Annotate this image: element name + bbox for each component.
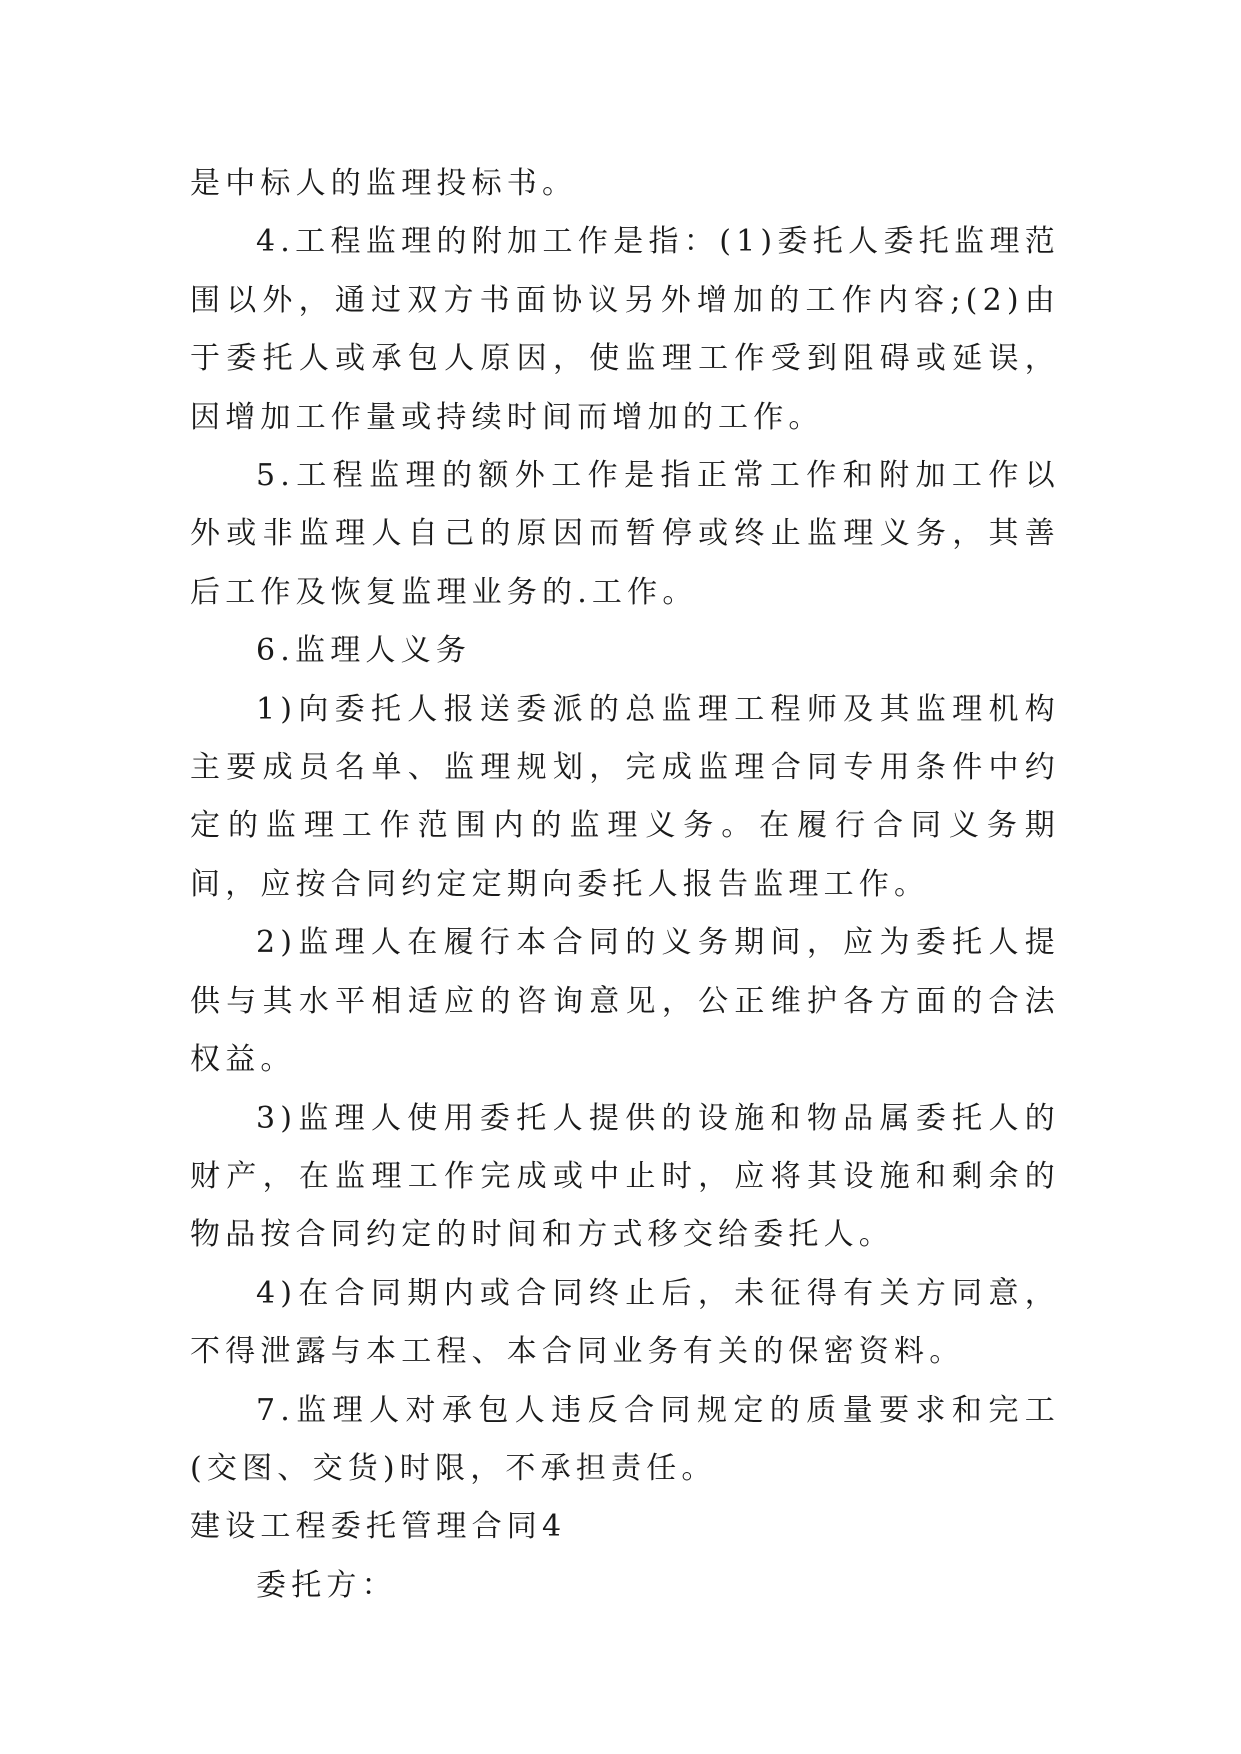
paragraph-6: 2)监理人在履行本合同的义务期间，应为委托人提供与其水平相适应的咨询意见，公正维护各方面的合法权益。 (190, 925, 1060, 1078)
paragraph-10: 委托方： (256, 1567, 397, 1603)
paragraph-3: 5.工程监理的额外工作是指正常工作和附加工作以外或非监理人自己的原因而暂停或终止监理义务，其善后工作及恢复监理业务的.工作。 (190, 458, 1060, 610)
document-page (190, 155, 1060, 1615)
paragraph-4: 6.监理人义务 (256, 633, 472, 669)
section-heading: 建设工程委托管理合同4 (190, 1509, 567, 1545)
paragraph-1: 是中标人的监理投标书。 (190, 166, 578, 201)
paragraph-7: 3)监理人使用委托人提供的设施和物品属委托人的财产，在监理工作完成或中止时，应将其设施和剩余的物品按合同约定的时间和方式移交给委托人。 (190, 1100, 1060, 1253)
paragraph-9: 7.监理人对承包人违反合同规定的质量要求和完工(交图、交货)时限，不承担责任。 (190, 1392, 1060, 1486)
paragraph-2: 4.工程监理的附加工作是指：(1)委托人委托监理范围以外，通过双方书面协议另外增加的工作内容;(2)由于委托人或承包人原因，使监理工作受到阻碍或延误，因增加工作量或持续时间而增加的工作。 (190, 224, 1060, 435)
paragraph-8: 4)在合同期内或合同终止后，未征得有关方同意，不得泄露与本工程、本合同业务有关的保密资料。 (190, 1275, 1060, 1370)
paragraph-5: 1)向委托人报送委派的总监理工程师及其监理机构主要成员名单、监理规划，完成监理合同专用条件中约定的监理工作范围内的监理义务。在履行合同义务期间，应按合同约定定期向委托人报告监理工作。 (190, 691, 1060, 902)
